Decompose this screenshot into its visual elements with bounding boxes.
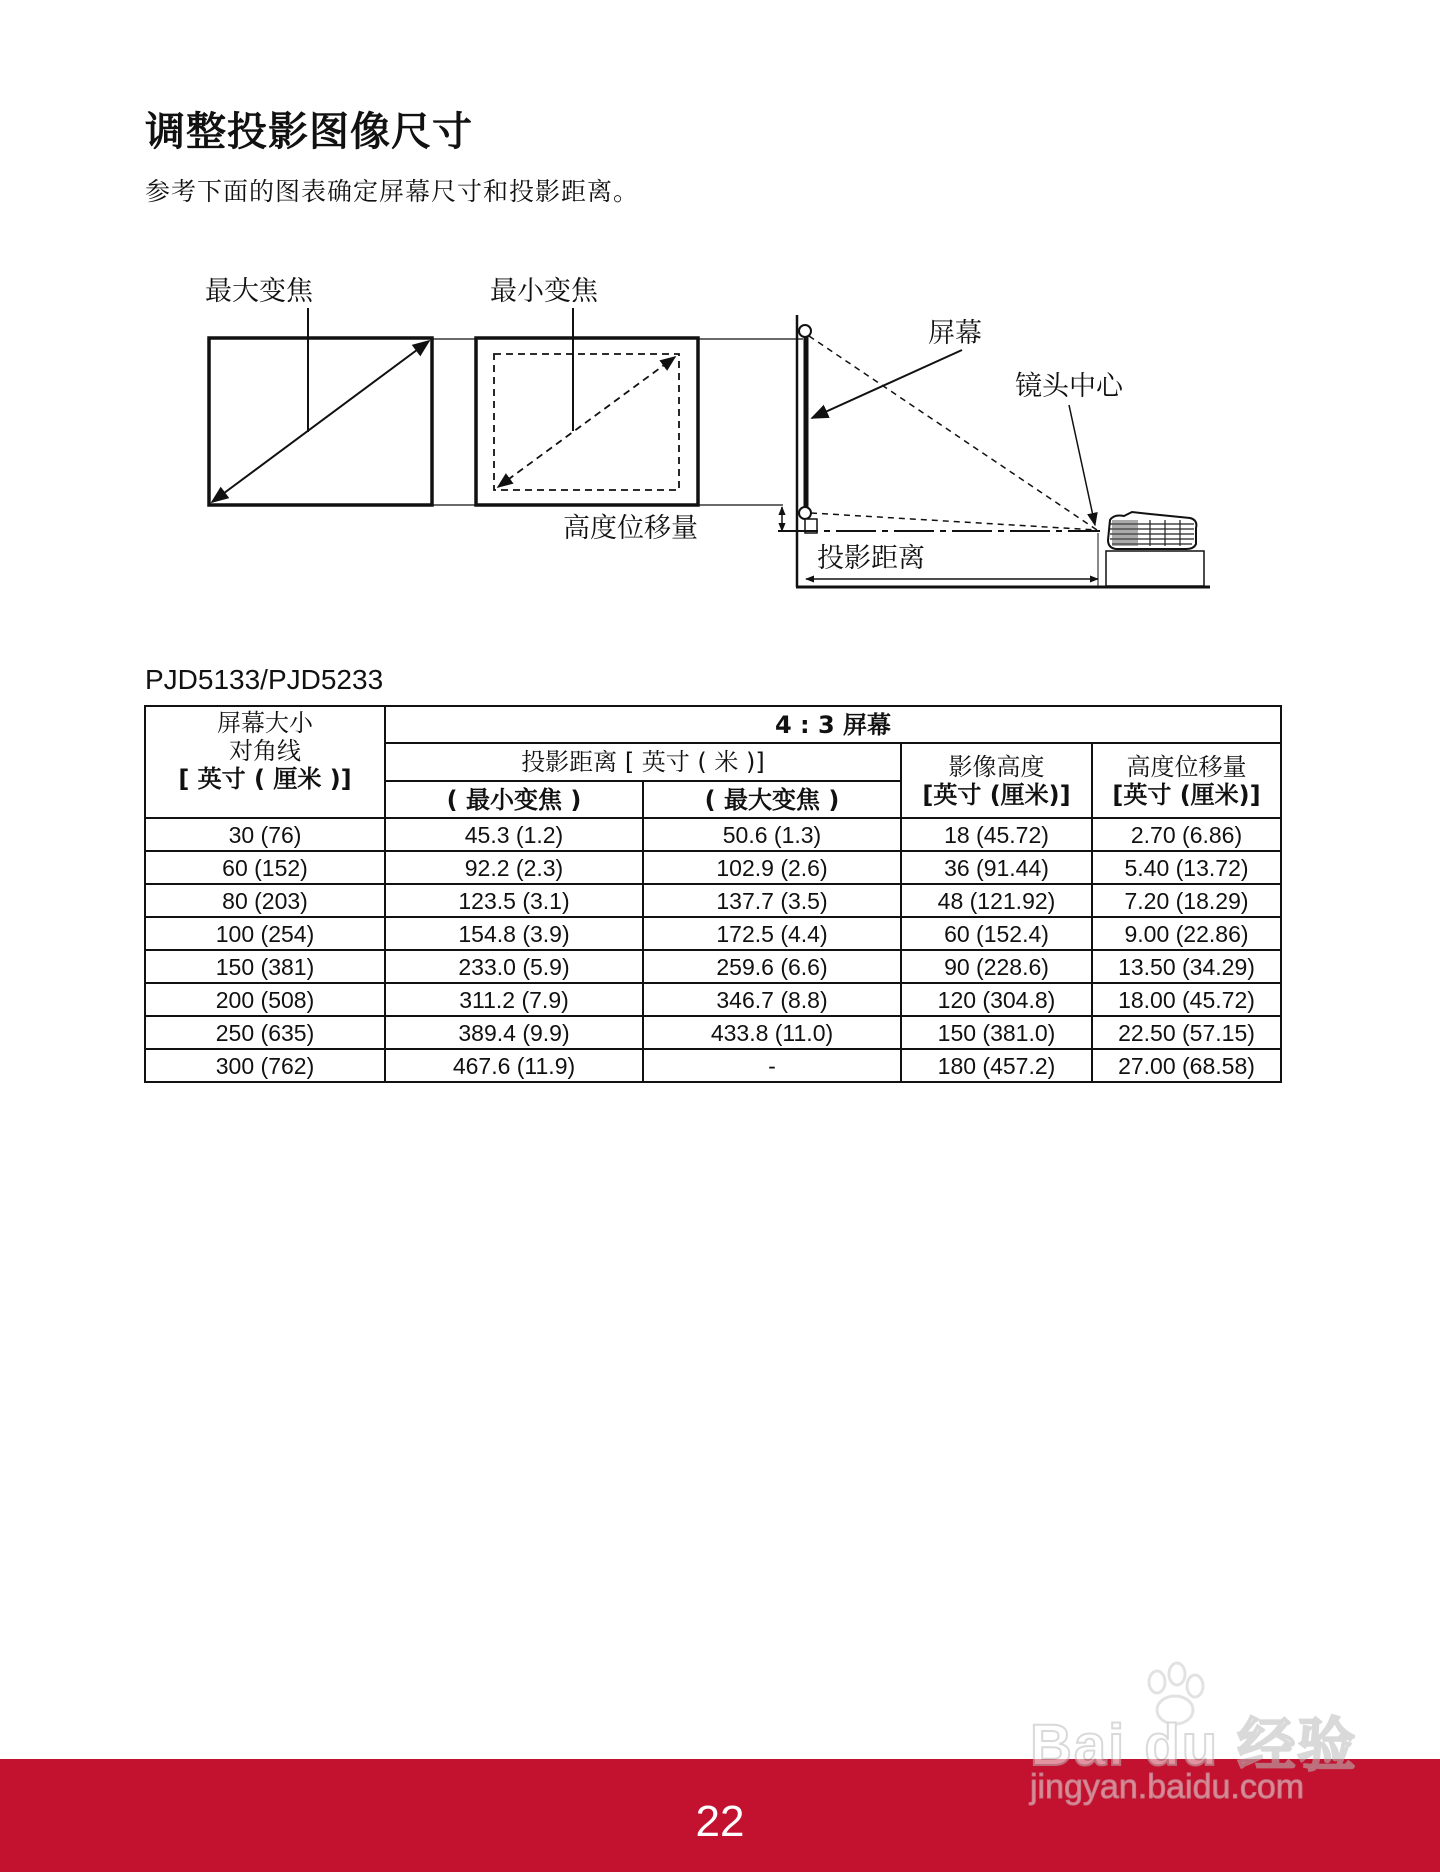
page-title: 调整投影图像尺寸	[145, 109, 473, 155]
table-row: 100 (254) 154.8 (3.9) 172.5 (4.4) 60 (152.4) 9.00 (22.86)	[145, 917, 1281, 950]
header-projection-distance: 投影距离 [ 英寸 ( 米 )]	[385, 743, 901, 781]
screen-label: 屏幕	[928, 318, 982, 349]
table-row: 250 (635) 389.4 (9.9) 433.8 (11.0) 150 (381.0) 22.50 (57.15)	[145, 1016, 1281, 1049]
page-subtitle: 参考下面的图表确定屏幕尺寸和投影距离。	[145, 177, 640, 206]
table-row: 60 (152) 92.2 (2.3) 102.9 (2.6) 36 (91.44) 5.40 (13.72)	[145, 851, 1281, 884]
projector-icon	[1106, 512, 1204, 586]
table-row: 150 (381) 233.0 (5.9) 259.6 (6.6) 90 (228.6) 13.50 (34.29)	[145, 950, 1281, 983]
header-image-height: 影像高度 [英寸 (厘米)]	[901, 743, 1092, 818]
table-row: 200 (508) 311.2 (7.9) 346.7 (8.8) 120 (304.8) 18.00 (45.72)	[145, 983, 1281, 1016]
min-zoom-label: 最小变焦	[490, 276, 598, 307]
lens-center-label: 镜头中心	[1015, 371, 1123, 402]
table-row: 300 (762) 467.6 (11.9) - 180 (457.2) 27.00 (68.58)	[145, 1049, 1281, 1082]
vertical-offset-label: 高度位移量	[563, 513, 698, 544]
header-vertical-offset: 高度位移量 [英寸 (厘米)]	[1092, 743, 1281, 818]
max-zoom-diagonal-arrow	[212, 341, 429, 502]
watermark	[1030, 1660, 1360, 1810]
model-name: PJD5133/PJD5233	[145, 664, 384, 695]
watermark-brand: Bai du 经验	[1030, 1713, 1358, 1778]
header-min-zoom: ( 最小变焦 )	[385, 781, 643, 818]
watermark-url: jingyan.baidu.com	[1030, 1768, 1305, 1806]
table-row: 80 (203) 123.5 (3.1) 137.7 (3.5) 48 (121.92) 7.20 (18.29)	[145, 884, 1281, 917]
header-aspect: 4 : 3 屏幕	[385, 706, 1281, 743]
page-number: 22	[695, 1797, 745, 1846]
projection-distance-label: 投影距离	[817, 543, 925, 574]
projection-diagram	[0, 0, 1440, 620]
projection-spec-table	[144, 705, 1282, 1083]
header-max-zoom: ( 最大变焦 )	[643, 781, 901, 818]
max-zoom-label: 最大变焦	[205, 276, 313, 307]
table-row: 30 (76) 45.3 (1.2) 50.6 (1.3) 18 (45.72) 2.70 (6.86)	[145, 818, 1281, 851]
min-zoom-diagonal-arrow	[498, 357, 675, 487]
header-screen-size: 屏幕大小 对角线 [ 英寸 ( 厘米 )]	[145, 706, 385, 818]
